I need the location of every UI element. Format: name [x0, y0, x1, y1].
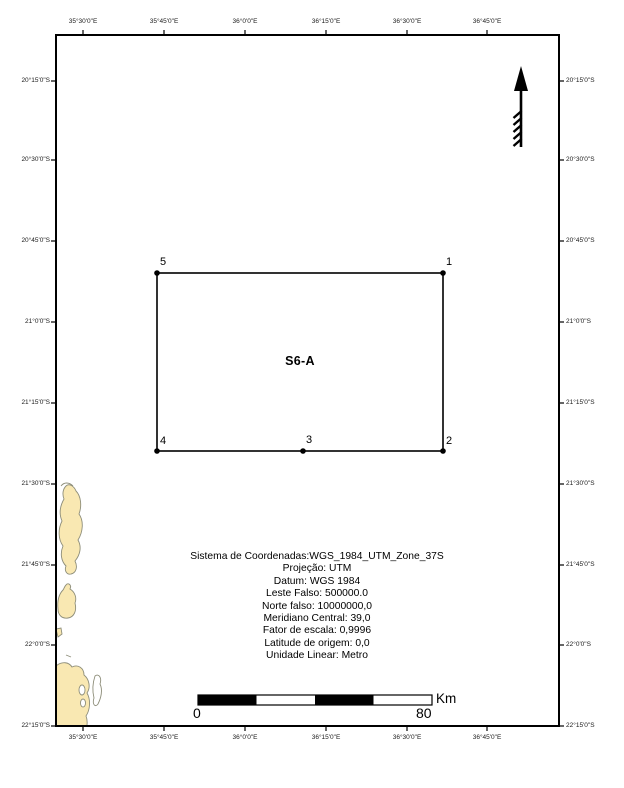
lagoon-hole — [81, 699, 86, 707]
lat-tick-label: 20°15'0"S — [566, 77, 595, 84]
islet-crescent — [93, 675, 102, 706]
coast-blob — [56, 663, 90, 728]
crs-info-line: Meridiano Central: 39,0 — [263, 613, 371, 625]
lat-tick-label: 22°0'0"S — [25, 641, 50, 648]
lat-tick-label: 20°15'0"S — [21, 77, 50, 84]
lon-tick-label: 36°0'0"E — [232, 734, 258, 741]
crs-info-line: Leste Falso: 500000.0 — [266, 588, 368, 600]
crs-info-line: Fator de escala: 0,9996 — [262, 625, 372, 637]
crs-info-line: Unidade Linear: Metro — [266, 650, 368, 662]
lon-tick-label: 36°30'0"E — [392, 18, 422, 25]
lat-tick-label: 21°30'0"S — [21, 480, 50, 487]
lon-tick-label: 36°30'0"E — [392, 734, 422, 741]
vertex-label-2: 2 — [446, 435, 453, 447]
lagoon-hole — [79, 685, 85, 695]
crs-info-line: Sistema de Coordenadas:WGS_1984_UTM_Zone_37S — [190, 551, 444, 562]
vertex-dot-5 — [154, 270, 160, 276]
vertex-dot-1 — [440, 270, 446, 276]
lat-tick-label: 21°45'0"S — [21, 561, 50, 568]
north-arrow-icon — [514, 66, 529, 147]
vertex-dot-2 — [440, 448, 446, 454]
vertex-label-5: 5 — [160, 256, 167, 268]
lat-tick-label: 21°0'0"S — [566, 318, 591, 325]
lat-tick-label: 21°15'0"S — [566, 399, 595, 406]
scale-bar — [198, 695, 432, 705]
lon-tick-label: 36°45'0"E — [472, 734, 502, 741]
lat-tick-label: 21°45'0"S — [566, 561, 595, 568]
lat-tick-label: 22°15'0"S — [566, 722, 595, 729]
scale-end-label: 80 — [416, 705, 432, 721]
lon-tick-label: 35°30'0"E — [68, 18, 98, 25]
vertex-dot-4 — [154, 448, 160, 454]
island-long — [59, 485, 82, 574]
lat-tick-label: 21°30'0"S — [566, 480, 595, 487]
lat-tick-label: 21°15'0"S — [21, 399, 50, 406]
vertex-label-3: 3 — [306, 434, 313, 446]
lon-tick-label: 36°45'0"E — [472, 18, 502, 25]
lon-tick-label: 35°30'0"E — [68, 734, 98, 741]
lon-tick-label: 35°45'0"E — [149, 734, 179, 741]
island-small — [58, 584, 76, 618]
lat-tick-label: 20°45'0"S — [566, 237, 595, 244]
crs-info-block — [135, 551, 499, 663]
lon-tick-label: 35°45'0"E — [149, 18, 179, 25]
crs-info-line: Latitude de origem: 0,0 — [264, 637, 370, 649]
lat-tick-label: 20°30'0"S — [566, 156, 595, 163]
lat-tick-label: 22°0'0"S — [566, 641, 591, 648]
scale-unit-label: Km — [436, 691, 457, 706]
lon-tick-label: 36°15'0"E — [311, 734, 341, 741]
crs-info-line: Datum: WGS 1984 — [273, 575, 361, 587]
vertex-dot-3 — [300, 448, 306, 454]
vertex-label-1: 1 — [446, 256, 453, 268]
lon-tick-label: 36°15'0"E — [311, 18, 341, 25]
study-area-label: S6-A — [285, 354, 315, 368]
scale-start-label: 0 — [193, 705, 201, 721]
land-polygons — [56, 483, 101, 728]
lat-tick-label: 21°0'0"S — [25, 318, 50, 325]
islet-dash — [66, 655, 71, 657]
vertex-label-4: 4 — [160, 435, 167, 447]
lat-tick-label: 22°15'0"S — [21, 722, 50, 729]
lat-tick-label: 20°45'0"S — [21, 237, 50, 244]
lon-tick-label: 36°0'0"E — [232, 18, 258, 25]
crs-info-line: Projeção: UTM — [282, 563, 352, 575]
lat-tick-label: 20°30'0"S — [21, 156, 50, 163]
crs-info-line: Norte falso: 10000000,0 — [262, 600, 372, 612]
